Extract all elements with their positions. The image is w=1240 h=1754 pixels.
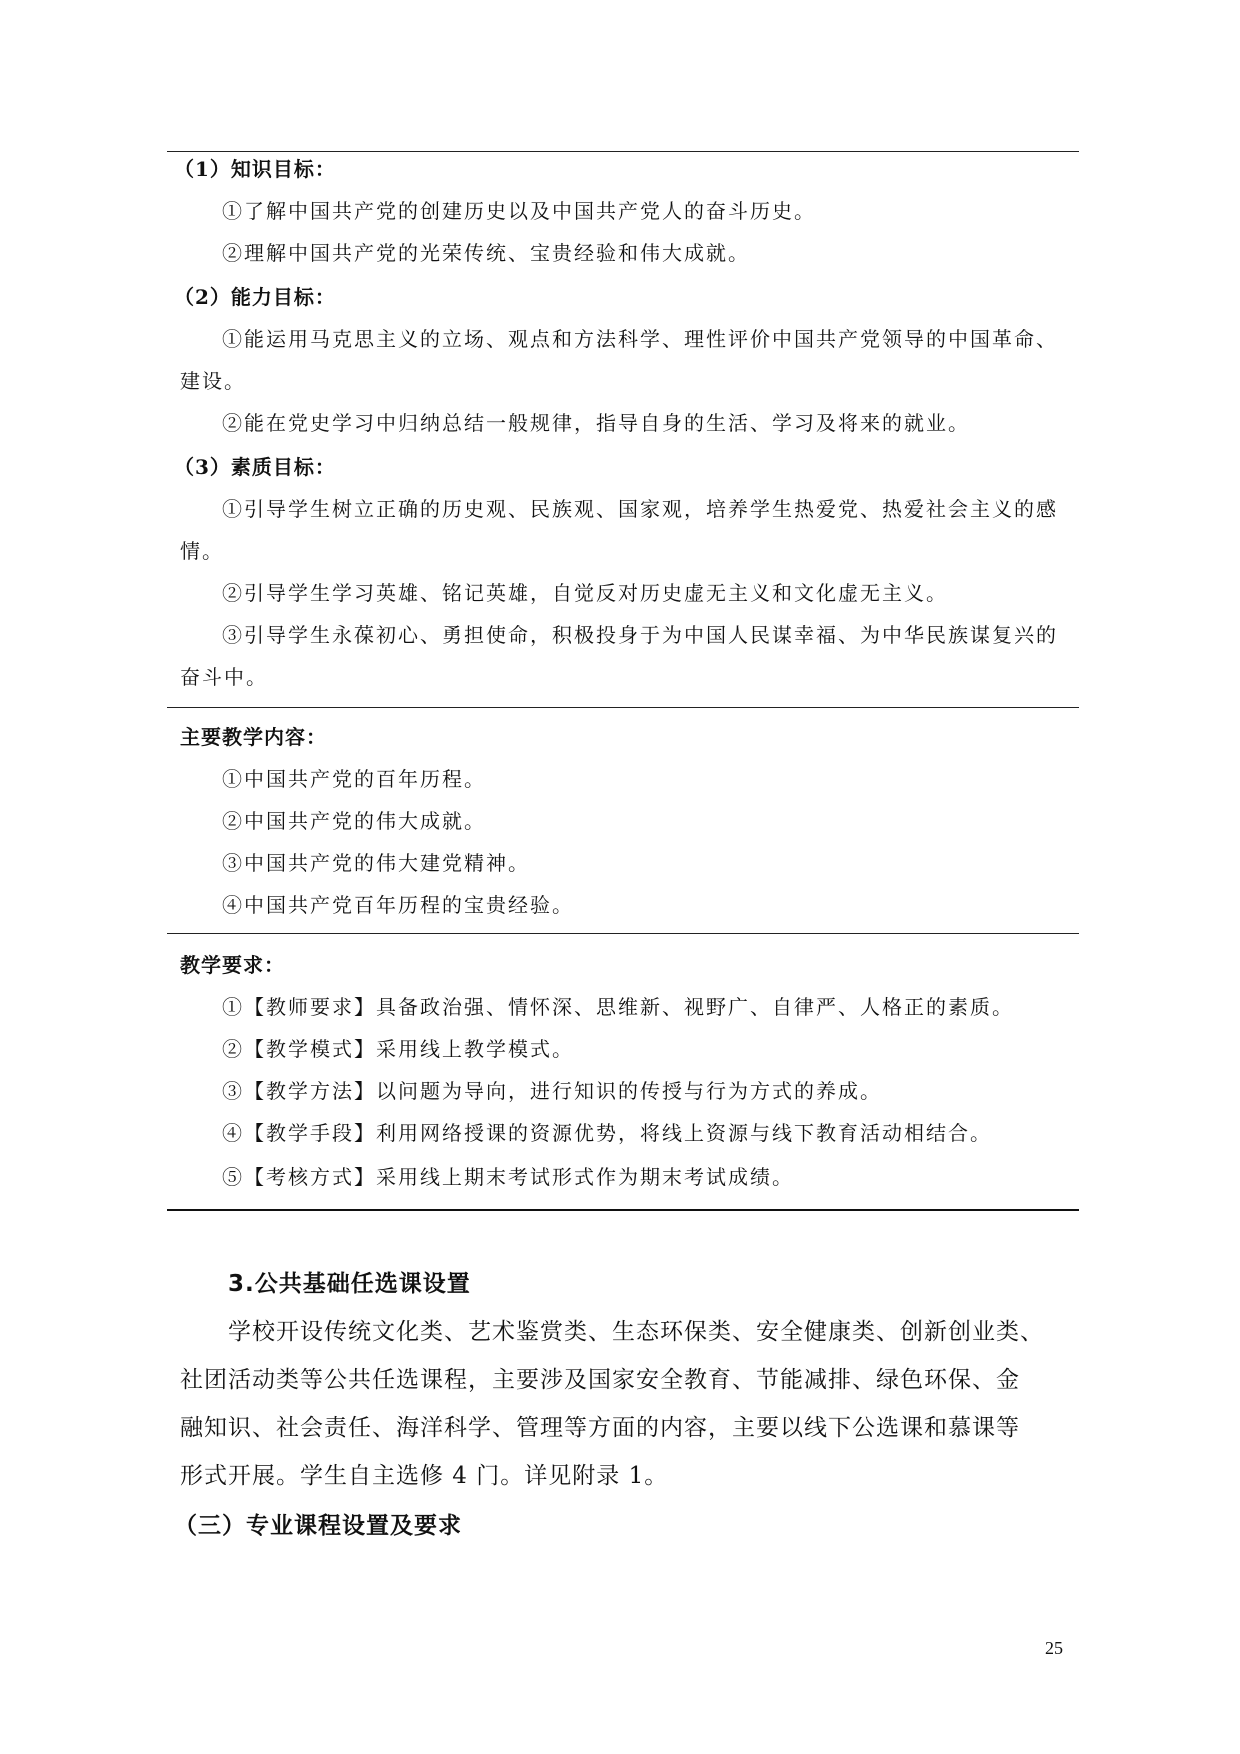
table-rule-requirements <box>167 933 1079 934</box>
requirements-heading: 教学要求： <box>180 953 285 977</box>
requirements-item-5: ⑤【考核方式】采用线上期末考试形式作为期末考试成绩。 <box>222 1165 794 1189</box>
knowledge-item-1: ①了解中国共产党的创建历史以及中国共产党人的奋斗历史。 <box>222 199 816 223</box>
quality-item-3-cont: 奋斗中。 <box>180 665 268 689</box>
section-3-paragraph-line-3: 融知识、社会责任、海洋科学、管理等方面的内容，主要以线下公选课和慕课等 <box>180 1415 1020 1441</box>
content-item-3: ③中国共产党的伟大建党精神。 <box>222 851 530 875</box>
quality-item-3: ③引导学生永葆初心、勇担使命，积极投身于为中国人民谋幸福、为中华民族谋复兴的 <box>222 623 1058 647</box>
quality-item-2: ②引导学生学习英雄、铭记英雄，自觉反对历史虚无主义和文化虚无主义。 <box>222 581 948 605</box>
content-heading: 主要教学内容： <box>180 725 327 749</box>
content-item-2: ②中国共产党的伟大成就。 <box>222 809 486 833</box>
content-item-1: ①中国共产党的百年历程。 <box>222 767 486 791</box>
section-3-paragraph-line-1: 学校开设传统文化类、艺术鉴赏类、生态环保类、安全健康类、创新创业类、 <box>228 1319 1044 1345</box>
content-item-4: ④中国共产党百年历程的宝贵经验。 <box>222 893 574 917</box>
knowledge-item-2: ②理解中国共产党的光荣传统、宝贵经验和伟大成就。 <box>222 241 750 265</box>
requirements-item-3: ③【教学方法】以问题为导向，进行知识的传授与行为方式的养成。 <box>222 1079 882 1103</box>
table-top-rule <box>167 151 1079 152</box>
section-three-title: （三）专业课程设置及要求 <box>174 1513 462 1539</box>
section-3-paragraph-line-2: 社团活动类等公共任选课程，主要涉及国家安全教育、节能减排、绿色环保、金 <box>180 1367 1020 1393</box>
requirements-item-4: ④【教学手段】利用网络授课的资源优势，将线上资源与线下教育活动相结合。 <box>222 1121 992 1145</box>
ability-item-1-cont: 建设。 <box>180 369 246 393</box>
ability-item-2: ②能在党史学习中归纳总结一般规律，指导自身的生活、学习及将来的就业。 <box>222 411 970 435</box>
requirements-item-2: ②【教学模式】采用线上教学模式。 <box>222 1037 574 1061</box>
requirements-item-1: ①【教师要求】具备政治强、情怀深、思维新、视野广、自律严、人格正的素质。 <box>222 995 1014 1019</box>
table-bottom-rule <box>167 1209 1079 1211</box>
section-3-title: 3.公共基础任选课设置 <box>228 1271 471 1297</box>
knowledge-heading: （1）知识目标： <box>174 157 336 181</box>
quality-heading: （3）素质目标： <box>174 455 336 479</box>
quality-item-1-cont: 情。 <box>180 539 224 563</box>
ability-heading: （2）能力目标： <box>174 285 336 309</box>
ability-item-1: ①能运用马克思主义的立场、观点和方法科学、理性评价中国共产党领导的中国革命、 <box>222 327 1058 351</box>
table-rule-content <box>167 707 1079 708</box>
section-3-paragraph-line-4: 形式开展。学生自主选修 4 门。详见附录 1。 <box>180 1463 669 1489</box>
quality-item-1: ①引导学生树立正确的历史观、民族观、国家观，培养学生热爱党、热爱社会主义的感 <box>222 497 1058 521</box>
page-number: 25 <box>1045 1638 1063 1658</box>
